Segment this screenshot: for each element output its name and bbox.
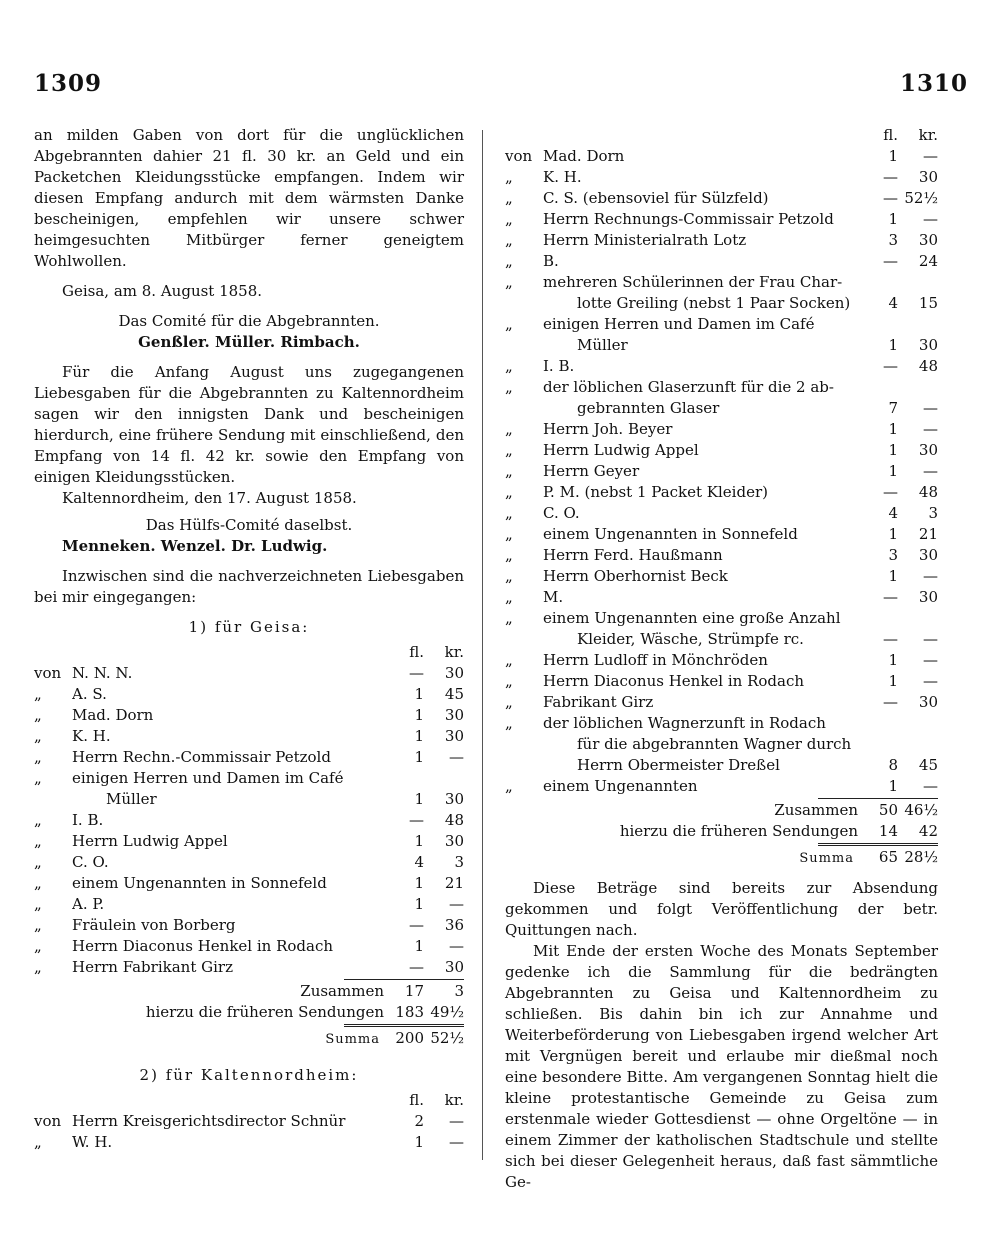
- entry-florin: 1: [414, 937, 424, 955]
- place-date-geisa: Geisa, am 8. August 1858.: [62, 282, 263, 300]
- entry-kreuzer: 36: [444, 916, 464, 934]
- entry-name: M.: [543, 588, 564, 606]
- entry-florin: —: [883, 588, 898, 606]
- entry-prefix: „: [34, 685, 42, 703]
- entry-florin: 1: [888, 651, 898, 669]
- entry-kreuzer: —: [449, 895, 464, 913]
- summa-rule: [818, 843, 938, 846]
- entry-florin: 1: [414, 685, 424, 703]
- entry-prefix: „: [505, 315, 513, 333]
- entry-name: I. B.: [543, 357, 575, 375]
- appeal-paragraph: Mit Ende der ersten Woche des Monats September gedenke ich die Sammlung für die bedrängten Abgebrannten zu Geisa und Kaltennordheim zu schließen. Bis dahin bin ich zur Annahme und Weiterbeförderung von Liebesgaben irgend welcher Art mit Vergnügen bereit und erlaube mir dießmal noch eine besondere Bitte. Am vergangenen Sonntag hielt die kleine protestantische Gemeinde zu Geisa zum erstenmale wieder Gottesdienst — ohne Orgeltöne — in einem Zimmer der katholischen Stadtschule und stellte sich bei dieser Gelegenheit heraus, daß fast sämmtliche Ge-: [505, 942, 938, 1191]
- ledger-row: [505, 776, 938, 797]
- entry-prefix: „: [34, 916, 42, 934]
- entry-kreuzer: 30: [918, 231, 938, 249]
- entry-name: einem Ungenannten in Sonnefeld: [543, 525, 798, 543]
- continued-ledger: [505, 125, 938, 797]
- entry-kreuzer: —: [923, 462, 938, 480]
- entry-kreuzer: 52½: [904, 189, 938, 207]
- entry-florin: —: [409, 811, 424, 829]
- entry-florin: 1: [888, 420, 898, 438]
- entry-florin: 1: [888, 441, 898, 459]
- entry-florin: —: [883, 357, 898, 375]
- entry-kreuzer: 30: [444, 706, 464, 724]
- ledger-row: [34, 705, 464, 726]
- ledger-row: [34, 1132, 464, 1153]
- entry-prefix: „: [505, 714, 513, 732]
- entry-kreuzer: —: [449, 748, 464, 766]
- ledger-row: [505, 587, 938, 608]
- entry-prefix: „: [505, 462, 513, 480]
- entry-prefix: „: [505, 588, 513, 606]
- entry-kreuzer: —: [923, 672, 938, 690]
- entry-name: C. O.: [543, 504, 580, 522]
- entry-name: W. H.: [72, 1133, 113, 1151]
- entry-florin: —: [409, 916, 424, 934]
- entry-kreuzer: —: [923, 147, 938, 165]
- entry-kreuzer: 30: [918, 168, 938, 186]
- entry-name: einem Ungenannten: [543, 777, 698, 795]
- entry-prefix: „: [505, 777, 513, 795]
- entry-kreuzer: 21: [444, 874, 464, 892]
- kr-header: kr.: [444, 643, 464, 661]
- entry-kreuzer: —: [923, 567, 938, 585]
- entry-florin: 1: [414, 895, 424, 913]
- entry-kreuzer: —: [923, 777, 938, 795]
- sum-rule: [344, 979, 464, 980]
- column-divider: [482, 130, 483, 1160]
- entry-prefix: „: [34, 748, 42, 766]
- ledger-row: [505, 608, 938, 629]
- entry-name: Herrn Rechn.-Commissair Petzold: [72, 748, 331, 766]
- entry-name: Herrn Joh. Beyer: [543, 420, 673, 438]
- ledger-row: [505, 419, 938, 440]
- entry-name: einem Ungenannten in Sonnefeld: [72, 874, 327, 892]
- entry-name: gebrannten Glaser: [577, 399, 720, 417]
- ledger-row: [34, 894, 464, 915]
- entry-name: A. P.: [72, 895, 105, 913]
- entry-kreuzer: 30: [918, 336, 938, 354]
- entry-prefix: „: [34, 853, 42, 871]
- ledger-row: [34, 852, 464, 873]
- entry-name: N. N. N.: [72, 664, 133, 682]
- kaltennordheim-paragraph: Für die Anfang August uns zugegangenen Liebesgaben für die Abgebrannten zu Kaltennordheim sagen wir den innigsten Dank und bescheinigen hierdurch, eine frühere Sendung mit einschließend, den Empfang von 14 fl. 42 kr. sowie den Empfang von einigen Kleidungsstücken.: [34, 363, 464, 486]
- entry-kreuzer: 30: [444, 727, 464, 745]
- entry-florin: 1: [414, 706, 424, 724]
- entry-kreuzer: 30: [444, 790, 464, 808]
- ledger-row: [34, 684, 464, 705]
- fl-header: fl.: [409, 643, 424, 661]
- entry-kreuzer: 21: [918, 525, 938, 543]
- entry-name: I. B.: [72, 811, 104, 829]
- entry-kreuzer: 45: [918, 756, 938, 774]
- entry-florin: 1: [888, 147, 898, 165]
- ledger-row: [34, 810, 464, 831]
- entry-name: K. H.: [543, 168, 582, 186]
- entry-name: einigen Herren und Damen im Café: [72, 769, 344, 787]
- entry-name: der löblichen Wagnerzunft in Rodach: [543, 714, 826, 732]
- entry-name: Herrn Fabrikant Girz: [72, 958, 233, 976]
- entry-kreuzer: —: [449, 1133, 464, 1151]
- page-number-right: 1310: [900, 70, 969, 97]
- ledger-row: [505, 629, 938, 650]
- entry-florin: 2: [414, 1112, 424, 1130]
- entry-prefix: „: [34, 832, 42, 850]
- ledger-row: [505, 230, 938, 251]
- kaltennordheim-ledger: [34, 1090, 464, 1153]
- ledger-row: [505, 167, 938, 188]
- entry-prefix: „: [34, 937, 42, 955]
- signers-geisa: Genßler. Müller. Rimbach.: [138, 333, 360, 351]
- entry-florin: —: [883, 252, 898, 270]
- entry-name: P. M. (nebst 1 Packet Kleider): [543, 483, 768, 501]
- ledger-row: [505, 251, 938, 272]
- entry-kreuzer: 30: [918, 693, 938, 711]
- right-summa-row: Summa 65 28½: [799, 848, 938, 866]
- entry-name: lotte Greiling (nebst 1 Paar Socken): [577, 294, 851, 312]
- entry-name: Herrn Kreisgerichtsdirector Schnür: [72, 1112, 346, 1130]
- entry-name: C. O.: [72, 853, 109, 871]
- entry-name: Fabrikant Girz: [543, 693, 654, 711]
- ledger-row: [505, 692, 938, 713]
- ledger-row: [505, 461, 938, 482]
- entry-name: für die abgebrannten Wagner durch: [577, 735, 852, 753]
- entry-name: Herrn Ludwig Appel: [543, 441, 699, 459]
- entry-prefix: „: [505, 231, 513, 249]
- entry-name: der löblichen Glaserzunft für die 2 ab-: [543, 378, 834, 396]
- entry-name: Herrn Geyer: [543, 462, 640, 480]
- page-number-left: 1309: [34, 70, 103, 97]
- entry-kreuzer: 48: [918, 483, 938, 501]
- right-total-row: Zusammen 50 46½: [774, 801, 938, 819]
- entry-prefix: „: [505, 189, 513, 207]
- ledger-row: [505, 272, 938, 293]
- geisa-previous-row: hierzu die früheren Sendungen 183 49½: [145, 1003, 464, 1021]
- summa-rule: [344, 1024, 464, 1027]
- ledger-row: [34, 726, 464, 747]
- entry-kreuzer: —: [449, 1112, 464, 1130]
- entry-florin: 1: [888, 210, 898, 228]
- entry-name: B.: [543, 252, 559, 270]
- ledger-row: [34, 1111, 464, 1132]
- entry-kreuzer: —: [449, 937, 464, 955]
- ledger-row: [505, 209, 938, 230]
- ledger-header: [34, 642, 464, 663]
- ledger-row: [505, 377, 938, 398]
- entry-prefix: „: [505, 651, 513, 669]
- entry-name: Herrn Rechnungs-Commissair Petzold: [543, 210, 834, 228]
- place-date-kaltennordheim: Kaltennordheim, den 17. August 1858.: [62, 489, 357, 507]
- ledger-row: [505, 503, 938, 524]
- ledger-row: [34, 789, 464, 810]
- entry-prefix: „: [505, 252, 513, 270]
- left-column: [34, 125, 464, 1153]
- ledger-row: [34, 747, 464, 768]
- entry-florin: 4: [888, 504, 898, 522]
- ledger-header: fl. kr.: [409, 1091, 464, 1109]
- entry-prefix: „: [34, 727, 42, 745]
- entry-prefix: „: [505, 693, 513, 711]
- ledger-row: [505, 671, 938, 692]
- entry-prefix: „: [505, 420, 513, 438]
- entry-prefix: „: [505, 609, 513, 627]
- entry-florin: 1: [414, 748, 424, 766]
- geisa-ledger: [34, 642, 464, 978]
- entry-name: Herrn Diaconus Henkel in Rodach: [543, 672, 805, 690]
- entry-name: A. S.: [72, 685, 107, 703]
- entry-prefix: „: [505, 672, 513, 690]
- entry-prefix: von: [34, 1112, 62, 1130]
- entry-florin: 1: [414, 832, 424, 850]
- entry-florin: 1: [888, 462, 898, 480]
- entry-prefix: „: [34, 706, 42, 724]
- entry-name: Herrn Diaconus Henkel in Rodach: [72, 937, 334, 955]
- entry-kreuzer: 30: [444, 832, 464, 850]
- entry-florin: 1: [888, 525, 898, 543]
- entry-florin: 4: [888, 294, 898, 312]
- entry-prefix: „: [505, 273, 513, 291]
- ledger-row: [505, 545, 938, 566]
- ledger-row: [34, 768, 464, 789]
- section-kaltennordheim-title: 2) für Kaltennordheim:: [139, 1066, 359, 1084]
- entry-name: Kleider, Wäsche, Strümpfe rc.: [577, 630, 804, 648]
- entry-florin: 1: [414, 1133, 424, 1151]
- entry-prefix: „: [505, 441, 513, 459]
- ledger-row: [505, 356, 938, 377]
- entry-prefix: „: [34, 1133, 42, 1151]
- ledger-row: [34, 957, 464, 978]
- entry-florin: 1: [888, 672, 898, 690]
- entry-florin: 1: [888, 336, 898, 354]
- entry-name: Müller: [577, 336, 628, 354]
- entry-prefix: „: [505, 168, 513, 186]
- ledger-row: [505, 755, 938, 776]
- entry-prefix: von: [34, 664, 62, 682]
- entry-florin: 1: [888, 777, 898, 795]
- entry-prefix: „: [505, 504, 513, 522]
- entry-prefix: „: [34, 811, 42, 829]
- entry-florin: 1: [414, 874, 424, 892]
- ledger-row: [505, 713, 938, 734]
- committee-kaltennordheim: Das Hülfs-Comité daselbst.: [145, 516, 353, 534]
- entry-prefix: „: [505, 525, 513, 543]
- intro-paragraph: an milden Gaben von dort für die unglücklichen Abgebrannten dahier 21 fl. 30 kr. an Geld und ein Packetchen Kleidungsstücke empfangen. Indem wir diesen Empfang andurch mit dem wärmsten Danke bescheinigen, empfehlen wir unsere schwer heimgesuchten Mitbürger ferner geneigtem Wohlwollen.: [34, 126, 464, 270]
- entry-name: Mad. Dorn: [72, 706, 154, 724]
- entry-name: C. S. (ebensoviel für Sülzfeld): [543, 189, 769, 207]
- entry-florin: 3: [888, 231, 898, 249]
- entry-florin: 4: [414, 853, 424, 871]
- entry-kreuzer: —: [923, 210, 938, 228]
- entry-name: Müller: [106, 790, 157, 808]
- ledger-row: [34, 915, 464, 936]
- entry-name: Herrn Obermeister Dreßel: [577, 756, 780, 774]
- ledger-row: [505, 734, 938, 755]
- entry-name: einem Ungenannten eine große Anzahl: [543, 609, 841, 627]
- ledger-row: [505, 293, 938, 314]
- ledger-row: [505, 398, 938, 419]
- entry-prefix: „: [505, 210, 513, 228]
- entry-kreuzer: 3: [454, 853, 464, 871]
- entry-florin: 1: [414, 727, 424, 745]
- entry-florin: 7: [888, 399, 898, 417]
- entry-florin: —: [409, 664, 424, 682]
- entry-florin: —: [883, 630, 898, 648]
- entry-name: Mad. Dorn: [543, 147, 625, 165]
- ledger-row: [505, 650, 938, 671]
- entry-name: Herrn Ferd. Haußmann: [543, 546, 723, 564]
- entry-prefix: „: [34, 958, 42, 976]
- ledger-row: [505, 524, 938, 545]
- ledger-row: [505, 482, 938, 503]
- ledger-row: [505, 314, 938, 335]
- right-previous-row: hierzu die früheren Sendungen 14 42: [619, 822, 938, 840]
- entry-kreuzer: —: [923, 630, 938, 648]
- entry-florin: —: [883, 168, 898, 186]
- entry-name: Herrn Ludwig Appel: [72, 832, 228, 850]
- entry-florin: 3: [888, 546, 898, 564]
- ledger-header: fl. kr.: [883, 126, 938, 144]
- ledger-row: [505, 440, 938, 461]
- ledger-row: [34, 663, 464, 684]
- entry-kreuzer: —: [923, 651, 938, 669]
- geisa-summa-row: Summa 200 52½: [325, 1029, 464, 1047]
- entry-kreuzer: —: [923, 399, 938, 417]
- section-geisa-title: 1) für Geisa:: [188, 618, 310, 636]
- entry-kreuzer: 48: [918, 357, 938, 375]
- entry-name: mehreren Schülerinnen der Frau Char-: [543, 273, 843, 291]
- ledger-row: [505, 146, 938, 167]
- entry-kreuzer: 48: [444, 811, 464, 829]
- entry-name: einigen Herren und Damen im Café: [543, 315, 815, 333]
- entry-prefix: „: [505, 546, 513, 564]
- entry-name: Fräulein von Borberg: [72, 916, 236, 934]
- ledger-row: [34, 936, 464, 957]
- entry-kreuzer: —: [923, 420, 938, 438]
- entry-kreuzer: 24: [918, 252, 938, 270]
- entry-kreuzer: 30: [444, 958, 464, 976]
- entry-prefix: „: [505, 567, 513, 585]
- entry-florin: 1: [414, 790, 424, 808]
- ledger-row: [505, 188, 938, 209]
- donations-intro: Inzwischen sind die nachverzeichneten Liebesgaben bei mir eingegangen:: [34, 567, 464, 606]
- entry-kreuzer: 30: [918, 546, 938, 564]
- entry-florin: —: [883, 483, 898, 501]
- entry-florin: 1: [888, 567, 898, 585]
- entry-florin: —: [883, 189, 898, 207]
- entry-florin: —: [883, 693, 898, 711]
- entry-kreuzer: 15: [918, 294, 938, 312]
- sum-rule: [818, 798, 938, 799]
- entry-kreuzer: 30: [918, 441, 938, 459]
- entry-prefix: von: [505, 147, 533, 165]
- committee-geisa: Das Comité für die Abgebrannten.: [118, 312, 380, 330]
- entry-prefix: „: [34, 895, 42, 913]
- ledger-row: [34, 831, 464, 852]
- ledger-row: [505, 566, 938, 587]
- entry-kreuzer: 30: [444, 664, 464, 682]
- entry-name: K. H.: [72, 727, 111, 745]
- entry-prefix: „: [34, 874, 42, 892]
- geisa-total-row: Zusammen 17 3: [300, 982, 464, 1000]
- entry-prefix: „: [34, 769, 42, 787]
- ledger-row: [505, 335, 938, 356]
- entry-florin: —: [409, 958, 424, 976]
- entry-name: Herrn Ministerialrath Lotz: [543, 231, 747, 249]
- entry-kreuzer: 45: [444, 685, 464, 703]
- entry-prefix: „: [505, 483, 513, 501]
- entry-kreuzer: 3: [928, 504, 938, 522]
- entry-name: Herrn Oberhornist Beck: [543, 567, 728, 585]
- entry-name: Herrn Ludloff in Mönchröden: [543, 651, 768, 669]
- right-column: [505, 125, 938, 1193]
- entry-prefix: „: [505, 357, 513, 375]
- entry-kreuzer: 30: [918, 588, 938, 606]
- entry-prefix: „: [505, 378, 513, 396]
- entry-florin: 8: [888, 756, 898, 774]
- ledger-row: [34, 873, 464, 894]
- signers-kaltennordheim: Menneken. Wenzel. Dr. Ludwig.: [62, 537, 328, 555]
- dispatch-paragraph: Diese Beträge sind bereits zur Absendung gekommen und folgt Veröffentlichung der betr. Quittungen nach.: [505, 879, 938, 939]
